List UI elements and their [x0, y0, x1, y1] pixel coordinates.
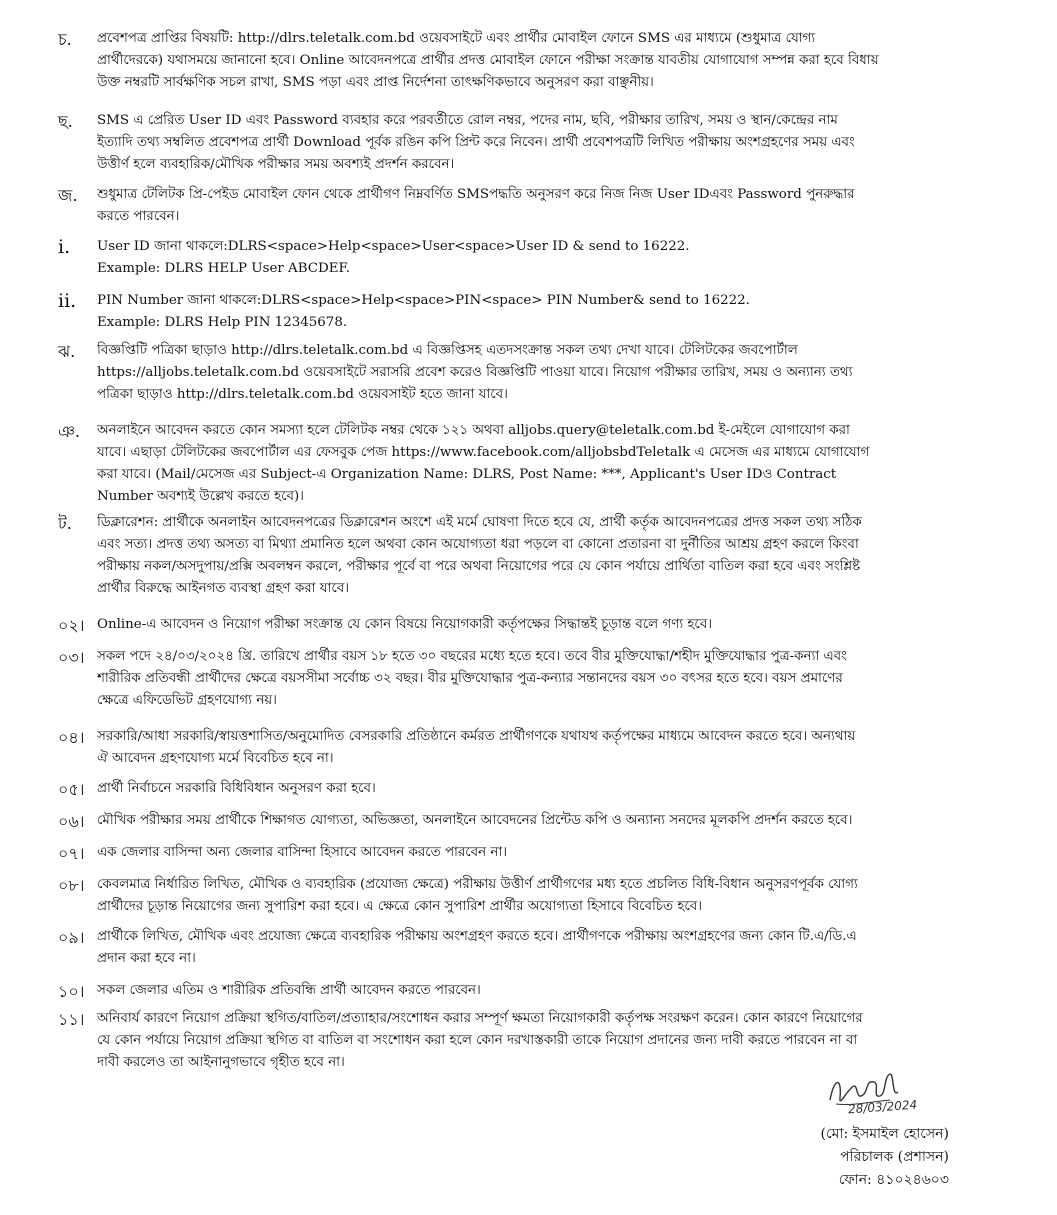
- text-line: https://alljobs.teletalk.com.bd ওয়েবসাইটে সরাসরি প্রবেশ করেও বিজ্ঞপ্তিটি পাওয়া যাবে। নিয়োগ পরীক্ষার তারিখ, সময় ও অন্যান্য তথ্য: [97, 365, 853, 380]
- text-line: সকল জেলার এতিম ও শারীরিক প্রতিবন্ধি প্রার্থী আবেদন করতে পারবেন।: [97, 983, 481, 998]
- text-line: প্রার্থীদের চূড়ান্ত নিয়োগের জন্য সুপারিশ করা হবে। এ ক্ষেত্রে কোন সুপারিশ প্রার্থীর অযোগ্যতা হিসাবে বিবেচিত হবে।: [97, 899, 702, 914]
- item-marker: ঝ.: [58, 342, 76, 361]
- text-line: এবং সত্য। প্রদত্ত তথ্য অসত্য বা মিথ্যা প্রমানিত হলে অথবা কোন অযোগ্যতা ধরা পড়লে বা কোনো প্রতারনা বা দুর্নীতির আশ্রয় গ্রহণ করলে কিংবা: [97, 537, 859, 552]
- text-line: উত্তীর্ণ হলে ব্যবহারিক/মৌখিক পরীক্ষার সময় অবশ্যই প্রদর্শন করবেন।: [97, 157, 455, 172]
- item-text: [97, 614, 997, 636]
- text-line: অনলাইনে আবেদন করতে কোন সমস্যা হলে টেলিটক নম্বর থেকে ১২১ অথবা alljobs.query@teletalk.com.bd ই-মেইলে যোগাযোগ করা: [97, 423, 850, 438]
- item-text: [97, 726, 997, 770]
- text-line: মৌখিক পরীক্ষার সময় প্রার্থীকে শিক্ষাগত যোগ্যতা, অভিজ্ঞতা, অনলাইনে আবেদনের প্রিন্টেড কপি ও অন্যান্য সনদের মূলকপি প্রদর্শন করতে হবে।: [97, 813, 853, 828]
- item-text: [97, 926, 997, 970]
- text-line: করতে পারবেন।: [97, 209, 180, 224]
- text-line: প্রবেশপত্র প্রাপ্তির বিষয়টি: http://dlrs.teletalk.com.bd ওয়েবসাইটে এবং প্রার্থীর মোবাইল ফোনে SMS এর মাধ্যমে (শুধুমাত্র যোগ্য: [97, 31, 816, 46]
- text-line: User ID জানা থাকলে:DLRS<space>Help<space>User<space>User ID & send to 16222.: [97, 239, 690, 254]
- text-line: ডিক্লারেশন: প্রার্থীকে অনলাইন আবেদনপত্রের ডিক্লারেশন অংশে এই মর্মে ঘোষণা দিতে হবে যে, প্রার্থী কর্তৃক আবেদনপত্রের প্রদত্ত সকল তথ্য সঠিক: [97, 515, 862, 530]
- item-marker: ০২।: [58, 616, 85, 635]
- item-marker: ০৮।: [58, 876, 85, 895]
- item-text: [97, 28, 997, 94]
- text-line: সকল পদে ২৪/০৩/২০২৪ খ্রি. তারিখে প্রার্থীর বয়স ১৮ হতে ৩০ বছরের মধ্যে হতে হবে। তবে বীর মুক্তিযোদ্ধা/শহীদ মুক্তিযোদ্ধার পুত্র-কন্যা এবং: [97, 649, 847, 664]
- text-line: SMS এ প্রেরিত User ID এবং Password ব্যবহার করে পরবর্তীতে রোল নম্বর, পদের নাম, ছবি, পরীক্ষার তারিখ, সময় ও স্থান/কেন্দ্রের নাম: [97, 113, 838, 128]
- text-line: প্রদান করা হবে না।: [97, 951, 196, 966]
- item-marker: ii.: [58, 290, 77, 312]
- text-line: উক্ত নম্বরটি সার্বক্ষণিক সচল রাখা, SMS পড়া এবং প্রাপ্ত নির্দেশনা তাৎক্ষণিকভাবে অনুসরণ করা বাঞ্ছনীয়।: [97, 75, 654, 90]
- item-text: [97, 842, 997, 864]
- text-line: দাবী করলেও তা আইনানুগভাবে গৃহীত হবে না।: [97, 1055, 345, 1070]
- text-line: প্রার্থী নির্বাচনে সরকারি বিধিবিধান অনুসরণ করা হবে।: [97, 781, 376, 796]
- item-text: [97, 340, 997, 406]
- text-line: ঐ আবেদন গ্রহণযোগ্য মর্মে বিবেচিত হবে না।: [97, 751, 334, 766]
- item-marker: ০৭।: [58, 844, 85, 863]
- item-text: [97, 646, 997, 712]
- item-text: [97, 874, 997, 918]
- signatory-designation: পরিচালক (প্রশাসন): [840, 1149, 949, 1165]
- text-line: শুধুমাত্র টেলিটক প্রি-পেইড মোবাইল ফোন থেকে প্রার্থীগণ নিম্নবর্ণিত SMSপদ্ধতি অনুসরণ করে নিজ নিজ User IDএবং Password পুনরুদ্ধার: [97, 187, 855, 202]
- item-text: [97, 420, 997, 508]
- text-line: Example: DLRS HELP User ABCDEF.: [97, 261, 351, 276]
- item-marker: ঞ.: [58, 422, 80, 441]
- text-line: শারীরিক প্রতিবন্ধী প্রার্থীদের ক্ষেত্রে বয়সসীমা সর্বোচ্চ ৩২ বছর। বীর মুক্তিযোদ্ধার পুত্র-কন্যার সন্তানদের বয়স ৩০ বৎসর হতে হবে। বয়স প্রমাণের: [97, 671, 843, 686]
- text-line: পরীক্ষায় নকল/অসদুপায়/প্রক্সি অবলম্বন করলে, পরীক্ষার পূর্বে বা পরে অথবা নিয়োগের পরে যে কোন পর্যায়ে প্রার্থিতা বাতিল করা হবে এবং সংশ্লিষ্ট: [97, 559, 861, 574]
- text-line: Number অবশ্যই উল্লেখ করতে হবে)।: [97, 489, 304, 504]
- signature-date: 28/03/2024: [847, 1097, 918, 1117]
- text-line: যাবে। এছাড়া টেলিটকের জবপোর্টাল এর ফেসবুক পেজ https://www.facebook.com/alljobsbdTeletalk এ মেসেজ এর মাধ্যমে যোগাযোগ: [97, 445, 870, 460]
- item-marker: ট.: [58, 514, 72, 533]
- text-line: PIN Number জানা থাকলে:DLRS<space>Help<space>PIN<space> PIN Number& send to 16222.: [97, 293, 750, 308]
- item-text: [97, 980, 997, 1002]
- item-marker: ০৯।: [58, 928, 85, 947]
- item-text: [97, 1008, 997, 1074]
- text-line: বিজ্ঞপ্তিটি পত্রিকা ছাড়াও http://dlrs.teletalk.com.bd এ বিজ্ঞপ্তিসহ এতদসংক্রান্ত সকল তথ্য দেখা যাবে। টেলিটকের জবপোর্টাল: [97, 343, 798, 358]
- item-text: [97, 184, 997, 228]
- item-marker: ১১।: [58, 1010, 85, 1029]
- text-line: প্রার্থীদেরকে) যথাসময়ে জানানো হবে। Online আবেদনপত্রে প্রার্থীর প্রদত্ত মোবাইল ফোনে পরীক্ষা সংক্রান্ত যাবতীয় যোগাযোগ সম্পন্ন করা হবে বিধায়: [97, 53, 879, 68]
- item-marker: ০৬।: [58, 812, 85, 831]
- text-line: সরকারি/আধা সরকারি/স্বায়ত্তশাসিত/অনুমোদিত বেসরকারি প্রতিষ্ঠানে কর্মরত প্রার্থীগণকে যথাযথ কর্তৃপক্ষের মাধ্যমে আবেদন করতে হবে। অন্যথায়: [97, 729, 856, 744]
- item-marker: ১০।: [58, 982, 85, 1001]
- item-marker: ০৪।: [58, 728, 85, 747]
- text-line: করা যাবে। (Mail/মেসেজ এর Subject-এ Organization Name: DLRS, Post Name: ***, Applicant's User IDও Contract: [97, 467, 837, 482]
- text-line: যে কোন পর্যায়ে নিয়োগ প্রক্রিয়া স্থগিত বা বাতিল বা সংশোধন করা হলে কোন দরখাস্তকারী তাকে নিয়োগ প্রদানের জন্য দাবী করতে পারবেন না বা: [97, 1033, 858, 1048]
- signatory-name: (মো: ইসমাইল হোসেন): [820, 1126, 949, 1142]
- item-text: [97, 778, 997, 800]
- item-text: [97, 512, 997, 600]
- text-line: কেবলমাত্র নির্ধারিত লিখিত, মৌখিক ও ব্যবহারিক (প্রযোজ্য ক্ষেত্রে) পরীক্ষায় উত্তীর্ণ প্রার্থীগণের মধ্য হতে প্রচলিত বিধি-বিধান অনুসরণপূর্বক যোগ্য: [97, 877, 858, 892]
- item-marker: চ.: [58, 30, 72, 49]
- text-line: প্রার্থীর বিরুদ্ধে আইনগত ব্যবস্থা গ্রহণ করা যাবে।: [97, 581, 349, 596]
- text-line: এক জেলার বাসিন্দা অন্য জেলার বাসিন্দা হিসাবে আবেদন করতে পারবেন না।: [97, 845, 508, 860]
- item-text: [97, 110, 997, 176]
- text-line: ক্ষেত্রে এফিডেভিট গ্রহণযোগ্য নয়।: [97, 693, 277, 708]
- item-marker: i.: [58, 236, 71, 258]
- item-marker: ০৩।: [58, 648, 85, 667]
- signatory-phone: ফোন: ৪১০২৪৬০৩: [838, 1172, 949, 1188]
- text-line: অনিবার্য কারণে নিয়োগ প্রক্রিয়া স্থগিত/বাতিল/প্রত্যাহার/সংশোধন করার সম্পূর্ণ ক্ষমতা নিয়োগকারী কর্তৃপক্ষ সংরক্ষণ করেন। কোন কারণে নিয়োগের: [97, 1011, 863, 1026]
- item-text: [97, 290, 997, 334]
- text-line: প্রার্থীকে লিখিত, মৌখিক এবং প্রযোজ্য ক্ষেত্রে ব্যবহারিক পরীক্ষায় অংশগ্রহণ করতে হবে। প্রার্থীগণকে পরীক্ষায় অংশগ্রহণের জন্য কোন টি.এ/ডি.এ: [97, 929, 857, 944]
- item-marker: ০৫।: [58, 780, 85, 799]
- item-marker: জ.: [58, 186, 78, 205]
- text-line: পত্রিকা ছাড়াও http://dlrs.teletalk.com.bd ওয়েবসাইট হতে জানা যাবে।: [97, 387, 508, 402]
- text-line: Online-এ আবেদন ও নিয়োগ পরীক্ষা সংক্রান্ত যে কোন বিষয়ে নিয়োগকারী কর্তৃপক্ষের সিদ্ধান্তই চূড়ান্ত বলে গণ্য হবে।: [97, 617, 713, 632]
- item-text: [97, 810, 997, 832]
- text-line: ইত্যাদি তথ্য সম্বলিত প্রবেশপত্র প্রার্থী Download পূর্বক রঙিন কপি প্রিন্ট করে নিবেন। প্রার্থী প্রবেশপত্রটি লিখিত পরীক্ষায় অংশগ্রহণের সময় এবং: [97, 135, 855, 150]
- item-text: [97, 236, 997, 280]
- text-line: Example: DLRS Help PIN 12345678.: [97, 315, 348, 330]
- item-marker: ছ.: [58, 112, 73, 131]
